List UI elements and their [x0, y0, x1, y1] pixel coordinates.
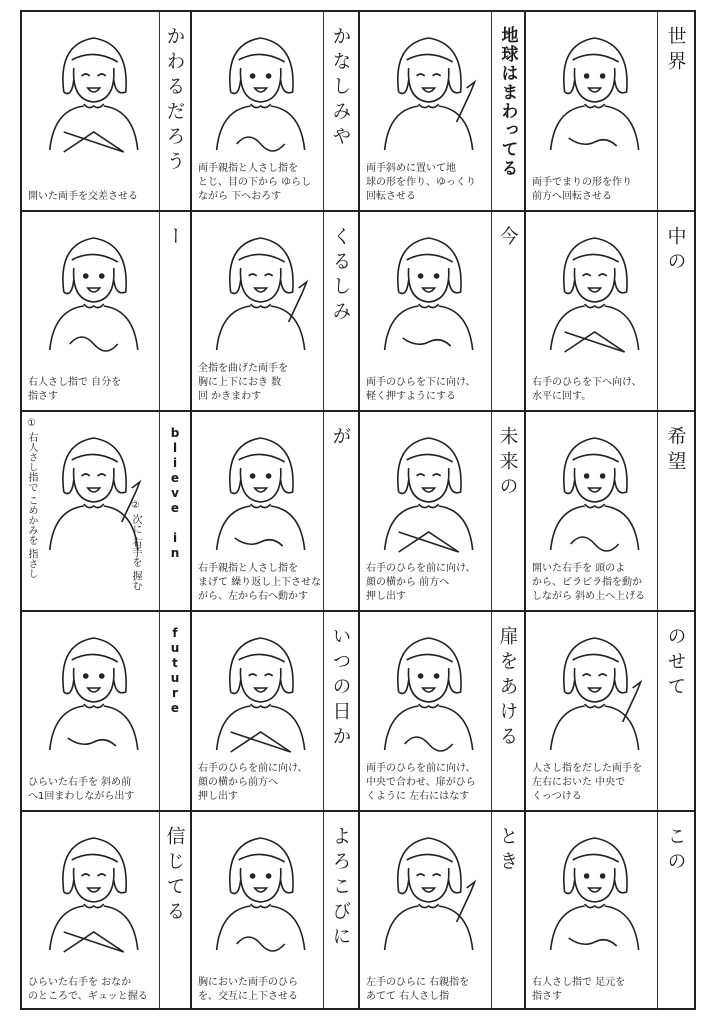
instruction-line: 右手親指と人さし指を — [198, 563, 298, 574]
lyric-label: が — [329, 426, 352, 451]
instruction-note — [366, 762, 487, 804]
lyric-label-cell — [324, 812, 360, 1010]
instruction-note — [198, 562, 322, 604]
instruction-note — [366, 376, 487, 404]
instruction-line: ひらいた右手を おなか — [28, 977, 132, 988]
lyric-label: くるしみ — [329, 226, 352, 326]
instruction-note — [532, 176, 653, 204]
chart-row — [22, 412, 694, 612]
lyric-label-cell — [160, 12, 192, 210]
lyric-label-cell — [658, 12, 694, 210]
illustration-cell — [22, 612, 160, 810]
illustration-cell — [22, 412, 160, 610]
lyric-label-cell — [658, 212, 694, 410]
illustration-cell — [192, 612, 324, 810]
lyric-label: 今 — [496, 226, 519, 251]
instruction-line: 指さす — [28, 391, 58, 402]
instruction-note — [366, 162, 487, 204]
chart-row — [22, 12, 694, 212]
instruction-line: 顔の横から 前方へ — [366, 577, 450, 588]
chart-row — [22, 612, 694, 812]
lyric-label: かなしみや — [329, 26, 352, 151]
instruction-line: あてて 右人さし指 — [366, 991, 450, 1002]
lyric-label: 希望 — [664, 426, 687, 476]
instruction-line: 押し出す — [198, 791, 238, 802]
instruction-line: 右手のひらを前に向け、 — [198, 763, 308, 774]
lyric-label-cell — [160, 612, 192, 810]
lyric-label: 信じてる — [163, 826, 186, 926]
lyric-label-cell — [324, 612, 360, 810]
illustration-cell — [192, 212, 324, 410]
instruction-line: くっつける — [532, 791, 582, 802]
lyric-label: future — [168, 626, 182, 716]
instruction-line: 両手のひらを前に向け、 — [366, 763, 476, 774]
lyric-label-cell — [160, 412, 192, 610]
instruction-note — [532, 762, 653, 804]
instruction-line: 回 かきまわす — [198, 391, 262, 402]
chart-row — [22, 812, 694, 1012]
instruction-line: のところで、ギュッと握る — [28, 991, 148, 1002]
instruction-line: とじ、目の下から ゆらし — [198, 177, 312, 188]
step-annotation: ② 次に 右手を 握む — [130, 500, 141, 591]
lyric-label: かわるだろう — [163, 26, 186, 176]
instruction-line: 回転させる — [366, 191, 416, 202]
instruction-note — [28, 976, 155, 1004]
instruction-line: 右人さし指で 自分を — [28, 377, 122, 388]
instruction-line: 右手のひらを下へ向け、 — [532, 377, 642, 388]
instruction-line: 右人さし指で 足元を — [532, 977, 626, 988]
lyric-label-cell — [492, 812, 526, 1010]
instruction-note — [198, 162, 319, 204]
lyric-label-cell — [324, 412, 360, 610]
lyric-label: 扉をあける — [496, 626, 519, 751]
instruction-line: くように 左右にはなす — [366, 791, 470, 802]
illustration-cell — [192, 812, 324, 1010]
instruction-line: へ1回まわしながら出す — [28, 791, 135, 802]
lyric-label-cell — [324, 212, 360, 410]
lyric-label-cell — [492, 12, 526, 210]
lyric-label: 中の — [664, 226, 687, 276]
lyric-label-cell — [324, 12, 360, 210]
instruction-note — [28, 190, 155, 204]
lyric-label-cell — [492, 212, 526, 410]
signing-figure-drawing — [22, 12, 159, 210]
instruction-line: 水平に回す。 — [532, 391, 592, 402]
instruction-line: を、交互に上下させる — [198, 991, 298, 1002]
instruction-line: 胸においた両手のひら — [198, 977, 298, 988]
lyric-label: 未来の — [496, 426, 519, 501]
lyric-label: とき — [496, 826, 519, 876]
instruction-note — [198, 362, 319, 404]
instruction-line: 顔の横から前方へ — [198, 777, 278, 788]
lyric-label-cell — [160, 212, 192, 410]
instruction-note — [28, 776, 155, 804]
lyric-label-cell — [160, 812, 192, 1010]
lyric-label-cell — [658, 412, 694, 610]
instruction-line: から、ピラピラ指を動か — [532, 577, 642, 588]
instruction-line: 人さし指をだした両手を — [532, 763, 642, 774]
instruction-line: 右手のひらを前に向け、 — [366, 563, 476, 574]
illustration-cell — [22, 12, 160, 210]
lyric-label: 地球はまわってる — [497, 26, 518, 178]
instruction-line: 両手のひらを下に向け、 — [366, 377, 476, 388]
instruction-line: 押し出す — [366, 591, 406, 602]
illustration-cell — [360, 612, 492, 810]
instruction-note — [532, 562, 653, 604]
instruction-line: 開いた両手を交差させる — [28, 191, 138, 202]
lyric-label-cell — [658, 612, 694, 810]
lyric-label: ー — [163, 226, 186, 251]
illustration-cell — [526, 612, 658, 810]
instruction-line: 両手斜めに置いて地 — [366, 163, 456, 174]
illustration-cell — [360, 12, 492, 210]
illustration-cell — [22, 812, 160, 1010]
instruction-note — [532, 376, 653, 404]
lyric-label: いつの日か — [329, 626, 352, 751]
instruction-note — [366, 976, 487, 1004]
instruction-line: 全指を曲げた両手を — [198, 363, 288, 374]
illustration-cell — [360, 812, 492, 1010]
instruction-line: 両手でまりの形を作り — [532, 177, 632, 188]
chart-row — [22, 212, 694, 412]
lyric-label: のせて — [664, 626, 687, 701]
instruction-line: 前方へ回転させる — [532, 191, 612, 202]
instruction-note — [198, 762, 319, 804]
lyric-label: blieve in — [168, 426, 182, 561]
instruction-note — [198, 976, 319, 1004]
instruction-line: しながら 斜め上へ上げる — [532, 591, 646, 602]
instruction-line: 左右においた 中央で — [532, 777, 626, 788]
instruction-note — [366, 562, 487, 604]
instruction-line: 左手のひらに 右親指を — [366, 977, 470, 988]
lyric-label: よろこびに — [329, 826, 352, 951]
illustration-cell — [192, 12, 324, 210]
instruction-note — [532, 976, 653, 1004]
illustration-cell — [526, 812, 658, 1010]
instruction-line: まげて 繰り返し上下させな — [198, 577, 322, 588]
instruction-line: 両手親指と人さし指を — [198, 163, 298, 174]
instruction-line: 開いた右手を 頭のよ — [532, 563, 626, 574]
instruction-note — [28, 376, 155, 404]
lyric-label-cell — [658, 812, 694, 1010]
illustration-cell — [526, 412, 658, 610]
instruction-line: 中央で合わせ、扉がひら — [366, 777, 476, 788]
instruction-line: がら、左から右へ動かす — [198, 591, 308, 602]
instruction-line: 球の形を作り、ゆっくり — [366, 177, 476, 188]
illustration-cell — [526, 12, 658, 210]
instruction-line: ながら 下へおろす — [198, 191, 282, 202]
instruction-line: 胸に上下におき 数 — [198, 377, 282, 388]
instruction-line: 軽く押すようにする — [366, 391, 456, 402]
sign-language-chart — [20, 10, 696, 1010]
illustration-cell — [360, 212, 492, 410]
instruction-line: 指さす — [532, 991, 562, 1002]
lyric-label: 世界 — [664, 26, 687, 76]
illustration-cell — [22, 212, 160, 410]
instruction-line: ひらいた右手を 斜め前 — [28, 777, 132, 788]
lyric-label: この — [664, 826, 687, 876]
illustration-cell — [192, 412, 324, 610]
illustration-cell — [526, 212, 658, 410]
step-annotation: ① 右人さし指で こめかみを 指さし — [26, 418, 37, 579]
lyric-label-cell — [492, 412, 526, 610]
illustration-cell — [360, 412, 492, 610]
lyric-label-cell — [492, 612, 526, 810]
